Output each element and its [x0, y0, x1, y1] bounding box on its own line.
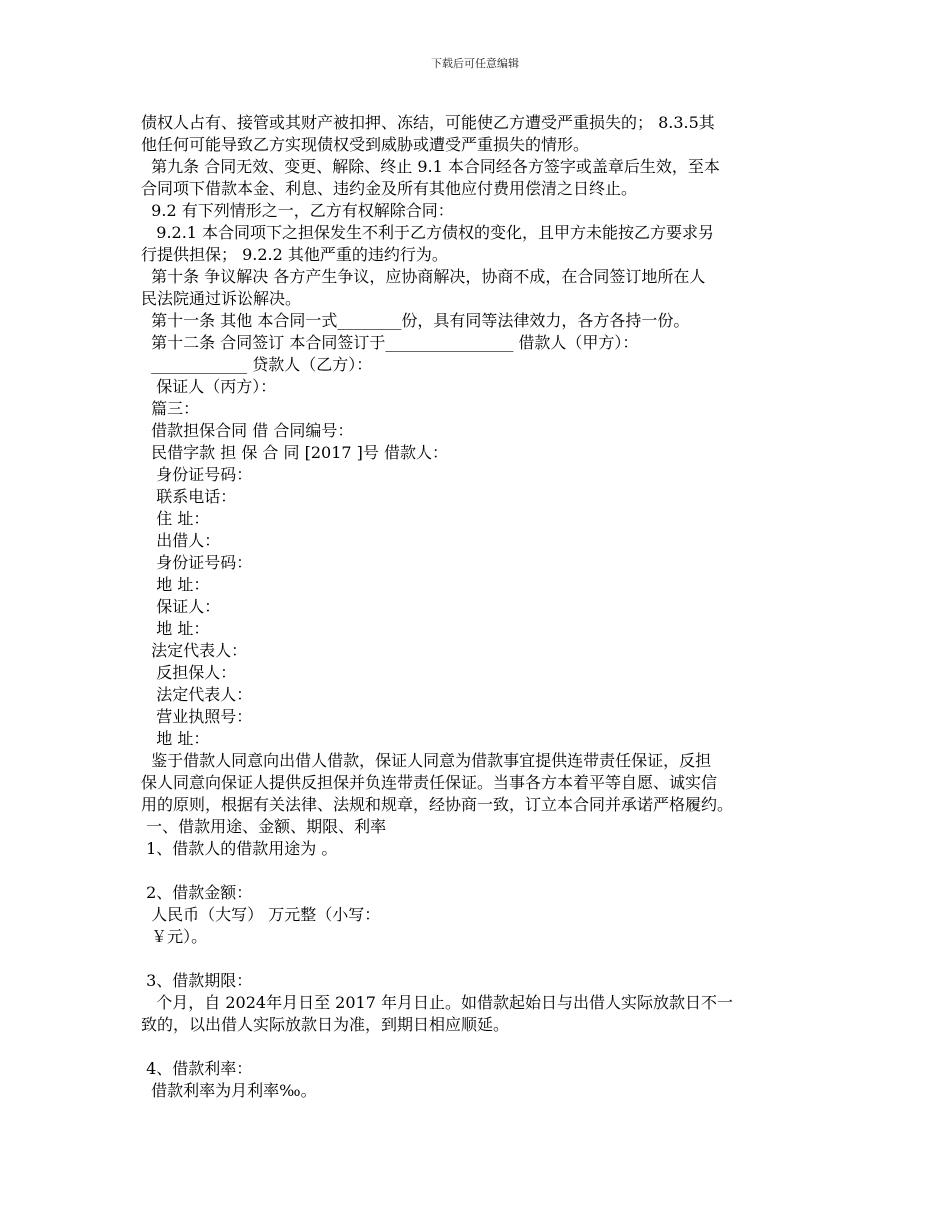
text-line: 篇三：: [141, 399, 200, 418]
text-line: 法定代表人：: [141, 685, 253, 704]
text-line: 保证人（丙方）：: [141, 377, 277, 396]
blank-line: [141, 948, 821, 970]
text-line: 地 址：: [141, 619, 210, 638]
text-line: 地 址：: [141, 729, 210, 748]
text-line: 借款利率为月利率‰。: [141, 1081, 317, 1100]
text-line: 借款担保合同 借 合同编号：: [141, 421, 354, 440]
text-line: 身份证号码：: [141, 465, 253, 484]
text-line: 营业执照号：: [141, 707, 253, 726]
text-line: 住 址：: [141, 509, 210, 528]
text-line: 9.2 有下列情形之一，乙方有权解除合同：: [141, 201, 454, 220]
text-line: 4、借款利率：: [141, 1059, 253, 1078]
text-line: 民法院通过诉讼解决。: [141, 289, 302, 308]
text-line: 2、借款金额：: [141, 883, 253, 902]
blank-line: [141, 1036, 821, 1058]
text-line: 致的，以出借人实际放款日为准，到期日相应顺延。: [141, 1015, 510, 1034]
text-line: 3、借款期限：: [141, 971, 253, 990]
page-header: 下载后可任意编辑: [431, 57, 519, 70]
text-line: 一、借款用途、金额、期限、利率: [141, 817, 387, 836]
text-line: 个月，自 2024年月日至 2017 年月日止。如借款起始日与出借人实际放款日不一: [141, 993, 733, 1012]
text-line: 出借人：: [141, 531, 221, 550]
text-line: 他任何可能导致乙方实现债权受到威胁或遭受严重损失的情形。: [141, 135, 590, 154]
text-line: 反担保人：: [141, 663, 237, 682]
text-line: 行提供担保； 9.2.2 其他严重的违约行为。: [141, 245, 448, 264]
text-line: 民借字款 担 保 合 同 [2017 ]号 借款人：: [141, 443, 448, 462]
text-line: 第九条 合同无效、变更、解除、终止 9.1 本合同经各方签字或盖章后生效，至本: [141, 157, 720, 176]
text-line: 法定代表人：: [141, 641, 248, 660]
text-line: ____________ 贷款人（乙方）：: [141, 355, 373, 374]
text-line: 保人同意向保证人提供反担保并负连带责任保证。当事各方本着平等自愿、诚实信: [141, 773, 718, 792]
text-line: 保证人：: [141, 597, 221, 616]
text-line: 联系电话：: [141, 487, 237, 506]
text-line: ￥元）。: [141, 927, 208, 946]
text-line: 债权人占有、接管或其财产被扣押、冻结，可能使乙方遭受严重损失的； 8.3.5其: [141, 113, 715, 132]
text-line: 第十二条 合同签订 本合同签订于________________ 借款人（甲方）：: [141, 333, 639, 352]
text-line: 人民币（大写） 万元整（小写：: [141, 905, 381, 924]
text-line: 身份证号码：: [141, 553, 253, 572]
text-line: 第十条 争议解决 各方产生争议，应协商解决，协商不成，在合同签订地所在人: [141, 267, 706, 286]
text-line: 合同项下借款本金、利息、违约金及所有其他应付费用偿清之日终止。: [141, 179, 638, 198]
text-line: 第十一条 其他 本合同一式________份，具有同等法律效力，各方各持一份。: [141, 311, 690, 330]
text-line: 用的原则，根据有关法律、法规和规章，经协商一致，订立本合同并承诺严格履约。: [141, 795, 734, 814]
text-line: 9.2.1 本合同项下之担保发生不利于乙方债权的变化，且甲方未能按乙方要求另: [141, 223, 715, 242]
text-line: 地 址：: [141, 575, 210, 594]
text-line: 1、借款人的借款用途为 。: [141, 839, 338, 858]
blank-line: [141, 860, 821, 882]
text-line: 鉴于借款人同意向出借人借款，保证人同意为借款事宜提供连带责任保证，反担: [141, 751, 712, 770]
document-body: [141, 112, 821, 1102]
